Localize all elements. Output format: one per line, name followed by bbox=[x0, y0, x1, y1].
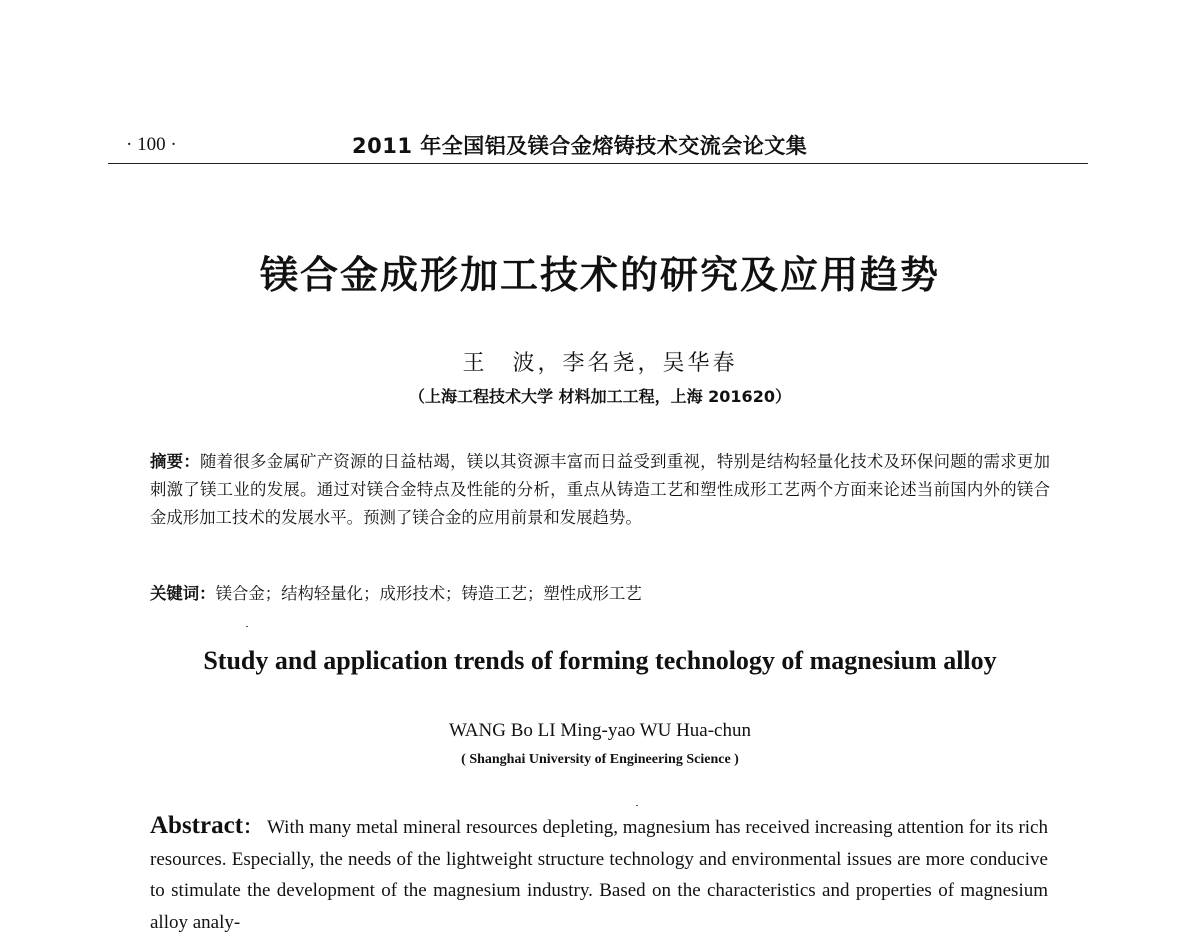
page-number: · 100 · bbox=[126, 134, 177, 155]
affiliation-cn: （上海工程技术大学 材料加工工程，上海 201620） bbox=[409, 387, 791, 406]
keywords-cn-text: 镁合金；结构轻量化；成形技术；铸造工艺；塑性成形工艺 bbox=[215, 584, 642, 603]
abstract-en bbox=[150, 810, 1048, 938]
paper-title-cn: 镁合金成形加工技术的研究及应用趋势 bbox=[259, 252, 940, 297]
paper-title-en: Study and application trends of forming technology of magnesium alloy bbox=[203, 646, 997, 675]
abstract-cn bbox=[150, 448, 1050, 532]
abstract-cn-label: 摘要： bbox=[150, 452, 201, 471]
journal-title: 2011 年全国铝及镁合金熔铸技术交流会论文集 bbox=[352, 134, 808, 158]
scan-speck bbox=[636, 805, 638, 806]
abstract-en-separator: ： bbox=[243, 817, 267, 838]
keywords-cn bbox=[150, 580, 1050, 608]
running-header bbox=[108, 128, 1088, 162]
keywords-cn-label: 关键词： bbox=[150, 584, 216, 603]
authors-en: WANG Bo LI Ming-yao WU Hua-chun bbox=[448, 720, 751, 741]
authors-cn: 王 波，李名尧，吴华春 bbox=[462, 351, 738, 376]
affiliation-en: ( Shanghai University of Engineering Science ) bbox=[461, 752, 739, 767]
header-rule bbox=[108, 163, 1088, 164]
abstract-cn-text: 随着很多金属矿产资源的日益枯竭，镁以其资源丰富而日益受到重视，特别是结构轻量化技术及环保问题的需求更加刺激了镁工业的发展。通过对镁合金特点及性能的分析，重点从铸造工艺和塑性成形工艺两个方面来论述当前国内外的镁合金成形加工技术的发展水平。预测了镁合金的应用前景和发展趋势。 bbox=[150, 452, 1050, 527]
abstract-en-label: Abstract bbox=[150, 812, 244, 839]
abstract-en-text: With many metal mineral resources depleting, magnesium has received increasing attention for its rich resources. Especially, the needs of the lightweight structure technology and environmental issues are more conducive to stimulate the development of the magnesium industry. Based on the characteristics and properties of magnesium alloy analy- bbox=[150, 817, 1048, 933]
scan-speck bbox=[246, 626, 248, 627]
